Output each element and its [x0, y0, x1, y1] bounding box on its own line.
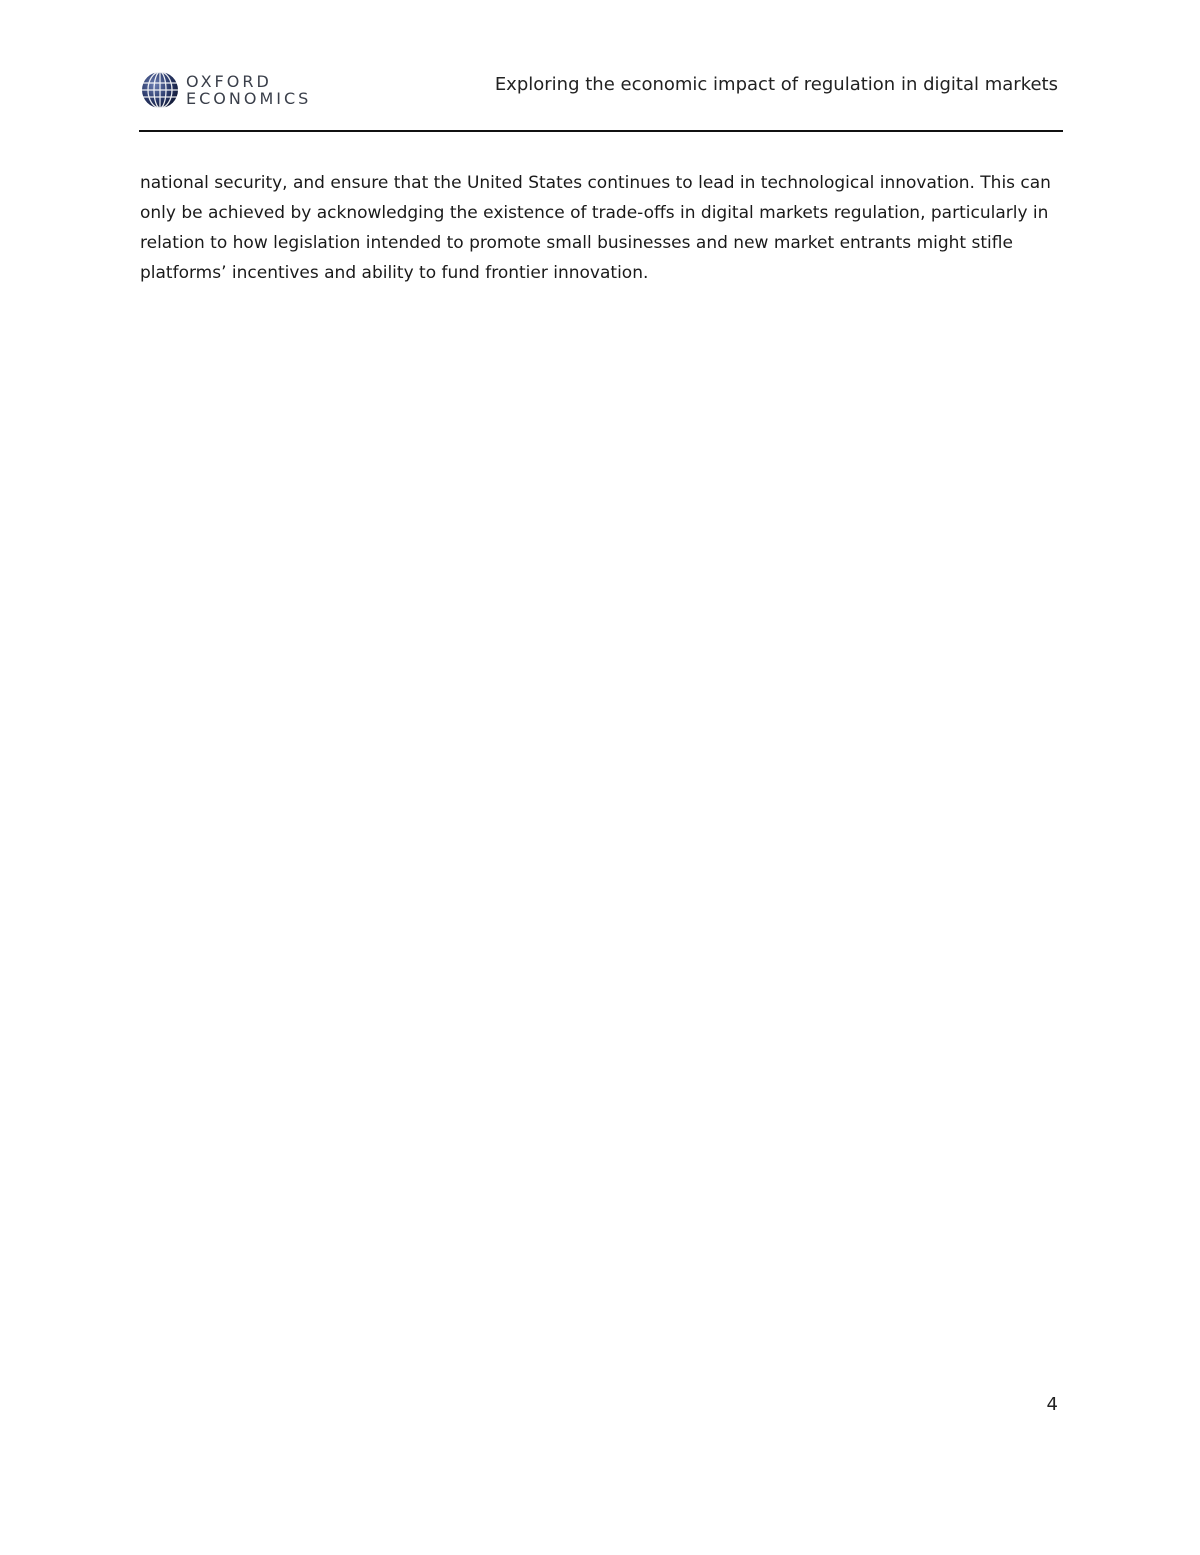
page-header	[140, 64, 1062, 132]
body-paragraph: national security, and ensure that the United States continues to lead in technological innovation. This can only be achieved by acknowledging the existence of trade-offs in digital markets regulation, particularly in relation to how legislation intended to promote small businesses and new market entrants might stifle platforms’ incentives and ability to fund frontier innovation.	[140, 173, 1051, 283]
logo-line-economics: ECONOMICS	[186, 89, 312, 108]
page-number: 4	[1046, 1394, 1058, 1415]
logo-line-oxford: OXFORD	[186, 72, 272, 91]
header-divider	[139, 130, 1063, 132]
logo-wordmark	[186, 73, 311, 107]
globe-icon	[140, 70, 180, 110]
document-title: Exploring the economic impact of regulation in digital markets	[494, 74, 1058, 95]
oxford-economics-logo	[140, 70, 311, 110]
